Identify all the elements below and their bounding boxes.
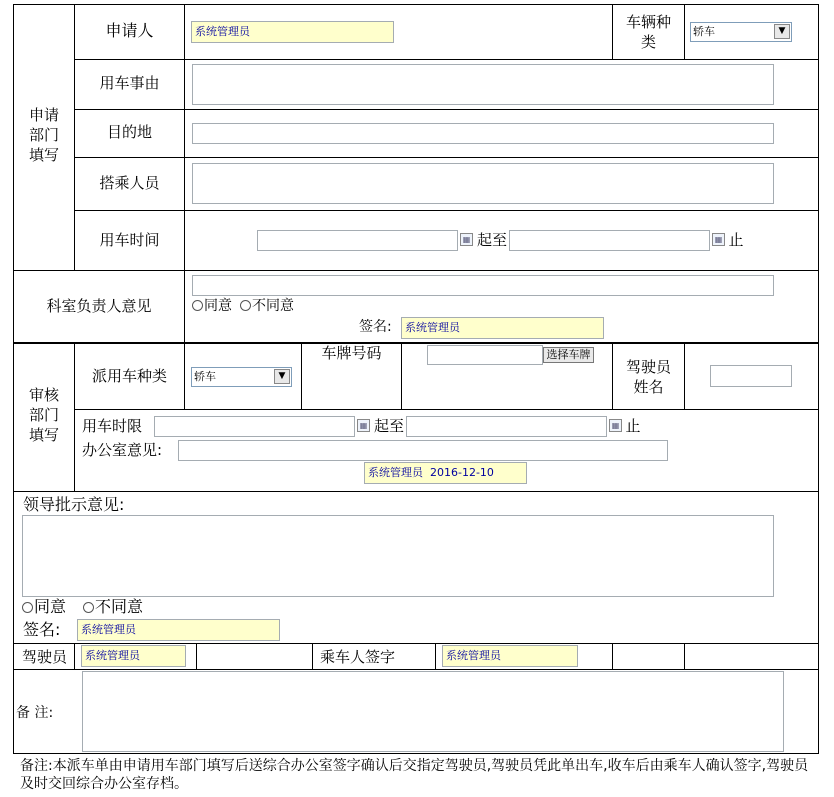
dept-sign-field[interactable]: 系统管理员 <box>401 317 604 339</box>
dept-sign-label: 签名: <box>359 319 392 335</box>
dept-disagree-option[interactable] <box>240 297 294 315</box>
start-time-input[interactable] <box>257 230 458 251</box>
passengers-textarea[interactable] <box>192 163 774 204</box>
apply-section-line: 部门 <box>28 126 59 144</box>
time-label: 用车时间 <box>99 231 160 249</box>
divider <box>184 342 185 409</box>
review-section-label <box>14 385 74 445</box>
radio-disagree[interactable] <box>240 300 251 311</box>
disagree-label: 不同意 <box>95 597 144 616</box>
remarks-textarea[interactable] <box>82 671 784 752</box>
plate-label: 车牌号码 <box>321 344 382 362</box>
driver-sign-field[interactable]: 系统管理员 <box>81 645 186 667</box>
driver-label: 驾驶员 <box>22 648 68 666</box>
vehicle-type-label-line: 类 <box>640 33 656 51</box>
passengers-label: 搭乘人员 <box>99 174 160 192</box>
divider <box>684 4 685 59</box>
applicant-label: 申请人 <box>105 21 154 40</box>
apply-section-line: 申请 <box>28 106 59 124</box>
limit-end-input[interactable] <box>406 416 607 437</box>
destination-input[interactable] <box>192 123 774 144</box>
office-opinion-input[interactable] <box>178 440 668 461</box>
footer-note: 备注:本派车单由申请用车部门填写后送综合办公室签字确认后交指定驾驶员,驾驶员凭此单出车,收车后由乘车人确认签字,驾驶员及时交回综合办公室存档。 <box>20 758 809 792</box>
leader-sign-field[interactable]: 系统管理员 <box>77 619 280 641</box>
chevron-down-icon[interactable]: ▼ <box>774 24 790 39</box>
divider <box>196 643 197 669</box>
calendar-icon[interactable]: ▦ <box>712 233 725 246</box>
remarks-label: 备 注: <box>16 705 54 721</box>
dept-opinion-input[interactable] <box>192 275 774 296</box>
review-section-line: 审核 <box>28 386 59 404</box>
divider <box>74 109 819 110</box>
divider <box>74 59 819 60</box>
divider <box>612 643 613 669</box>
divider <box>684 342 685 409</box>
leader-opinion-textarea[interactable] <box>22 515 774 597</box>
choose-plate-button[interactable]: 选择车牌 <box>543 347 594 363</box>
vehicle-type-value: 轿车 <box>693 25 715 38</box>
dispatch-type-value: 轿车 <box>194 370 216 383</box>
limit-start-input[interactable] <box>154 416 355 437</box>
agree-label: 同意 <box>34 597 67 616</box>
chevron-down-icon[interactable]: ▼ <box>274 369 290 384</box>
driver-name-label-line: 姓名 <box>633 378 664 396</box>
agree-label: 同意 <box>204 298 232 314</box>
disagree-label: 不同意 <box>252 298 294 314</box>
divider <box>74 342 75 491</box>
leader-agree-option[interactable] <box>22 598 66 616</box>
from-to-label: 起至 <box>373 417 404 435</box>
passenger-sign-field[interactable]: 系统管理员 <box>442 645 578 667</box>
until-label: 止 <box>728 231 744 249</box>
divider <box>684 643 685 669</box>
dept-agree-option[interactable] <box>192 297 232 315</box>
review-section-line: 部门 <box>28 406 59 424</box>
apply-section-label <box>14 105 74 165</box>
leader-sign-label: 签名: <box>23 620 61 639</box>
calendar-icon[interactable]: ▦ <box>357 419 370 432</box>
calendar-icon[interactable]: ▦ <box>460 233 473 246</box>
divider <box>312 643 313 669</box>
passenger-sign-label: 乘车人签字 <box>320 648 396 666</box>
divider <box>74 643 75 669</box>
driver-name-input[interactable] <box>710 365 792 387</box>
dept-opinion-label: 科室负责人意见 <box>46 297 152 315</box>
office-opinion-label: 办公室意见: <box>82 441 163 459</box>
divider <box>401 342 402 409</box>
divider <box>13 342 819 344</box>
vehicle-type-select[interactable] <box>690 22 792 42</box>
calendar-icon[interactable]: ▦ <box>609 419 622 432</box>
divider <box>184 4 185 342</box>
dispatch-type-label: 派用车种类 <box>91 367 167 385</box>
divider <box>13 669 819 670</box>
reason-label: 用车事由 <box>99 74 160 92</box>
driver-name-label <box>613 357 684 397</box>
end-time-input[interactable] <box>509 230 710 251</box>
applicant-field[interactable]: 系统管理员 <box>191 21 394 43</box>
until-label: 止 <box>625 417 641 435</box>
divider <box>435 643 436 669</box>
leader-disagree-option[interactable] <box>83 598 143 616</box>
from-to-label: 起至 <box>476 231 507 249</box>
radio-agree[interactable] <box>22 602 33 613</box>
destination-label: 目的地 <box>106 123 152 141</box>
vehicle-type-label <box>613 12 684 52</box>
radio-agree[interactable] <box>192 300 203 311</box>
review-section-line: 填写 <box>28 426 59 444</box>
divider <box>13 491 819 492</box>
vehicle-type-label-line: 车辆种 <box>625 13 671 31</box>
plate-input[interactable] <box>427 345 543 365</box>
office-sign-field[interactable]: 系统管理员 2016-12-10 <box>364 462 527 484</box>
time-limit-label: 用车时限 <box>82 417 143 435</box>
leader-opinion-label: 领导批示意见: <box>23 495 125 514</box>
divider <box>13 643 819 644</box>
divider <box>74 157 819 158</box>
radio-disagree[interactable] <box>83 602 94 613</box>
divider <box>74 210 819 211</box>
reason-textarea[interactable] <box>192 64 774 105</box>
divider <box>13 270 819 271</box>
apply-section-line: 填写 <box>28 146 59 164</box>
driver-name-label-line: 驾驶员 <box>625 358 671 376</box>
dispatch-type-select[interactable] <box>191 367 292 387</box>
divider <box>74 409 819 410</box>
